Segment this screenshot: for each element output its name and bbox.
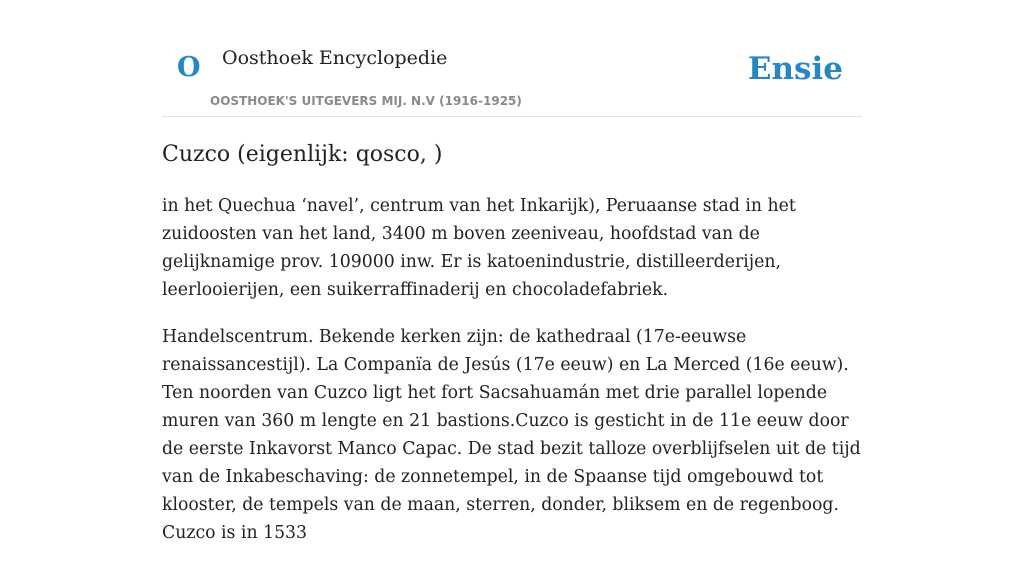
publisher-subtitle: OOSTHOEK'S UITGEVERS MIJ. N.V (1916-1925) [210, 94, 522, 108]
entry-paragraph: Handelscentrum. Bekende kerken zijn: de kathedraal (17e-eeuwse renaissancestijl). La Companïa de Jesús (17e eeuw) en La Merced (16e eeuw). Ten noorden van Cuzco ligt het fort Sacsahuamán met drie parallel lopende muren van 360 m lengte en 21 bastions.Cuzco is gesticht in de 11e eeuw door de eerste Inkavorst Manco Capac. De stad bezit talloze overblijfselen uit de tijd van de Inkabeschaving: de zonnetempel, in de Spaanse tijd omgebouwd tot klooster, de tempels van de maan, sterren, donder, bliksem en de regenboog. Cuzco is in 1533 [162, 327, 861, 543]
site-header [162, 0, 862, 117]
entry-body [162, 192, 862, 566]
ensie-brand-link[interactable]: Ensie [747, 51, 843, 87]
entry-title: Cuzco (eigenlijk: qosco, ) [162, 142, 443, 167]
site-title-link[interactable]: Oosthoek Encyclopedie [222, 47, 448, 69]
site-logo[interactable]: O [177, 52, 201, 83]
entry-paragraph: in het Quechua ‘navel’, centrum van het Inkarijk), Peruaanse stad in het zuidoosten van het land, 3400 m boven zeeniveau, hoofdstad van de gelijknamige prov. 109000 inw. Er is katoenindustrie, distilleerderijen, leerlooierijen, een suikerraffinaderij en chocoladefabriek. [162, 196, 796, 300]
